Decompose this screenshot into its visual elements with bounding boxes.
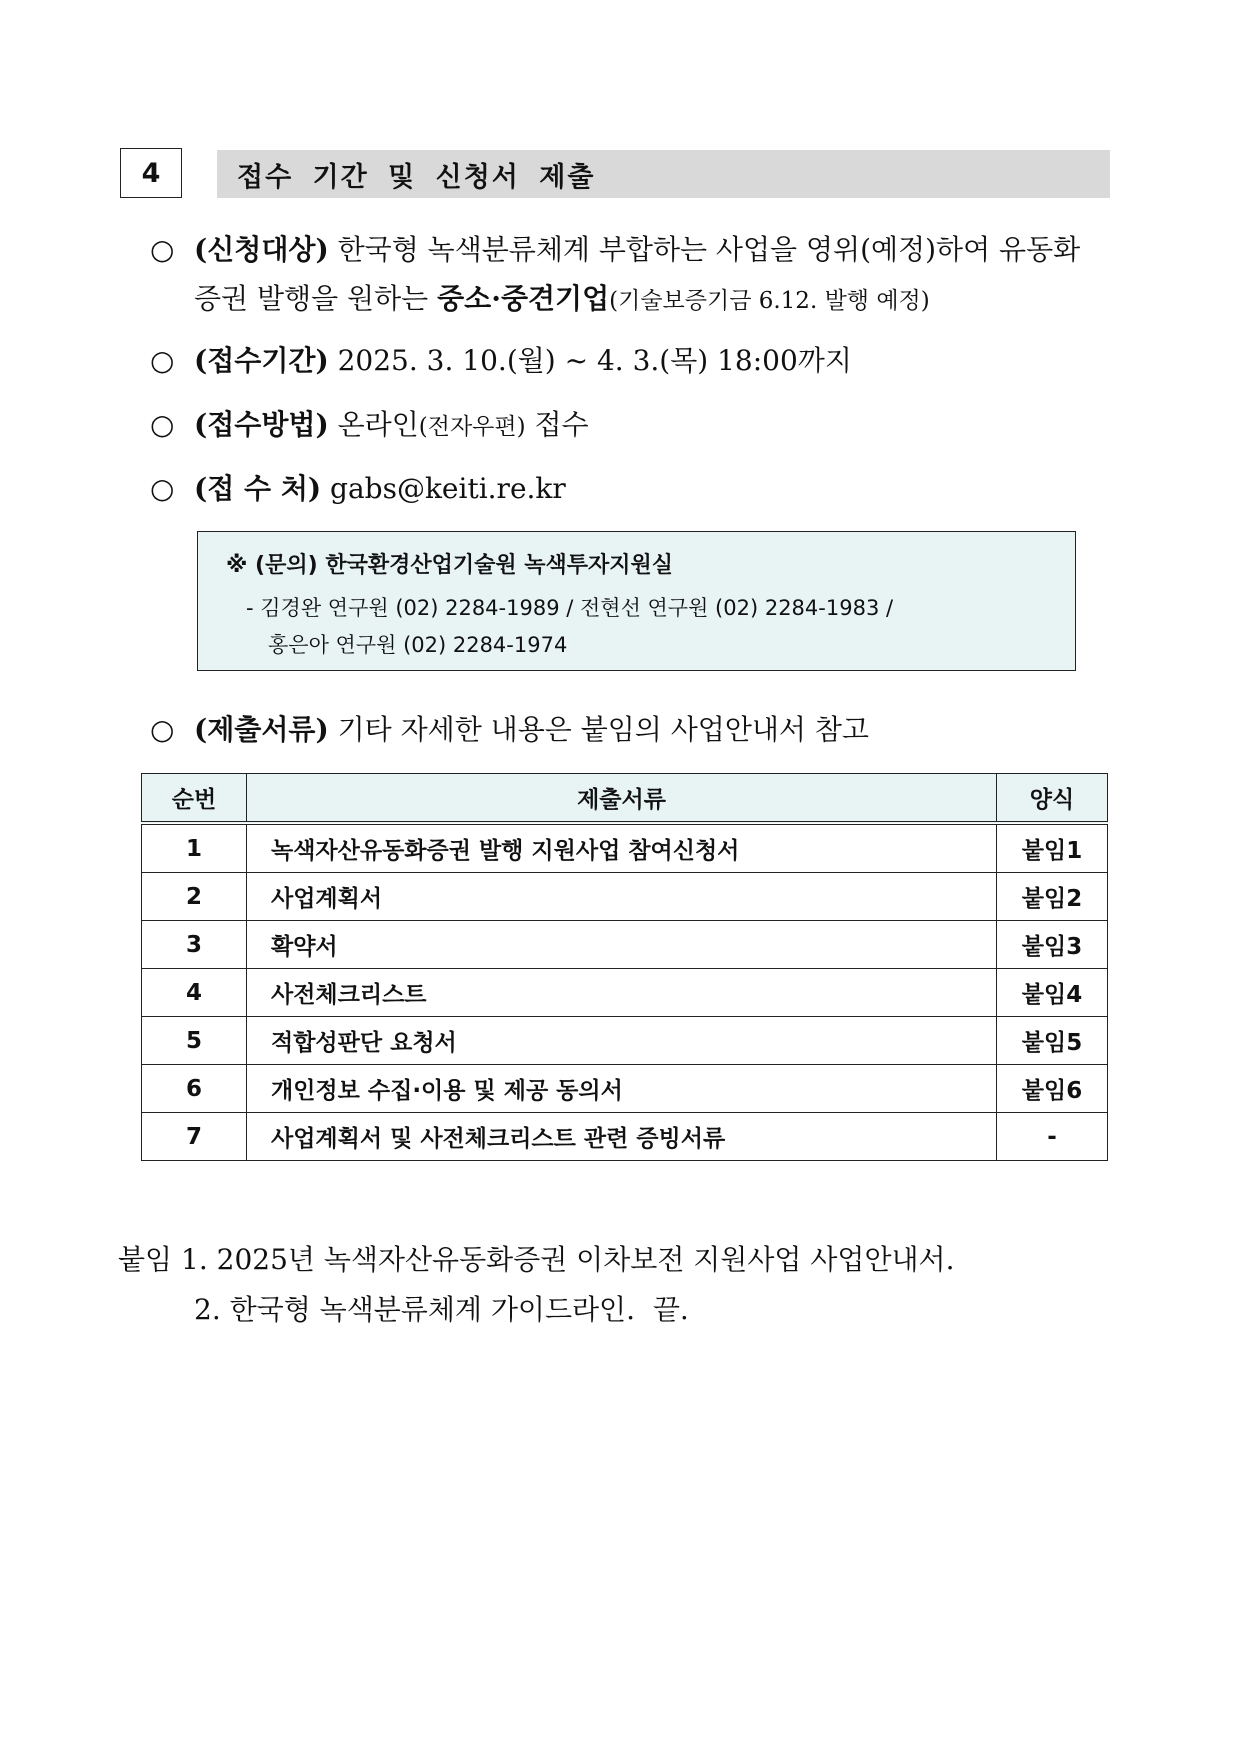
bullet-circle-icon: ○ bbox=[150, 344, 175, 377]
bullet-target-label: (신청대상) bbox=[194, 233, 329, 266]
attachment-line-2 bbox=[194, 1288, 689, 1328]
table-header-row bbox=[142, 774, 1108, 824]
section-number: 4 bbox=[120, 148, 182, 198]
row-form: 붙임4 bbox=[997, 969, 1108, 1017]
bullet-method-text: 온라인 bbox=[337, 408, 419, 441]
bullet-docs-label: (제출서류) bbox=[194, 713, 329, 746]
attachment-item-2: 2. 한국형 녹색분류체계 가이드라인. bbox=[194, 1293, 635, 1326]
bullet-target bbox=[150, 228, 1080, 268]
header-number: 순번 bbox=[142, 774, 247, 824]
row-form: 붙임3 bbox=[997, 921, 1108, 969]
row-form: 붙임6 bbox=[997, 1065, 1108, 1113]
row-form: 붙임2 bbox=[997, 873, 1108, 921]
bullet-place bbox=[150, 467, 566, 507]
row-number: 6 bbox=[142, 1065, 247, 1113]
bullet-target-continuation bbox=[194, 277, 930, 317]
contact-line-2: 홍은아 연구원 (02) 2284-1974 bbox=[268, 633, 568, 657]
row-form: 붙임5 bbox=[997, 1017, 1108, 1065]
bullet-method-label: (접수방법) bbox=[194, 408, 329, 441]
bullet-target-note: (기술보증기금 6.12. 발행 예정) bbox=[609, 288, 930, 314]
bullet-method-note: (전자우편) bbox=[418, 414, 526, 440]
bullet-period bbox=[150, 339, 852, 379]
row-document: 녹색자산유동화증권 발행 지원사업 참여신청서 bbox=[247, 823, 997, 873]
attachment-line-1 bbox=[118, 1238, 955, 1278]
table-row bbox=[142, 969, 1108, 1017]
row-form: 붙임1 bbox=[997, 823, 1108, 873]
bullet-circle-icon: ○ bbox=[150, 472, 175, 505]
table-row bbox=[142, 921, 1108, 969]
row-number: 5 bbox=[142, 1017, 247, 1065]
contact-title: ※ (문의) 한국환경산업기술원 녹색투자지원실 bbox=[226, 553, 674, 578]
bullet-method-suffix: 접수 bbox=[525, 408, 589, 441]
table-row bbox=[142, 823, 1108, 873]
row-document: 확약서 bbox=[247, 921, 997, 969]
row-document: 적합성판단 요청서 bbox=[247, 1017, 997, 1065]
row-document: 사업계획서 및 사전체크리스트 관련 증빙서류 bbox=[247, 1113, 997, 1161]
bullet-period-text: 2025. 3. 10.(월) ~ 4. 3.(목) 18:00까지 bbox=[337, 344, 852, 377]
bullet-method bbox=[150, 403, 589, 443]
row-number: 1 bbox=[142, 823, 247, 873]
table-row bbox=[142, 1113, 1108, 1161]
documents-table bbox=[141, 773, 1108, 1161]
row-number: 3 bbox=[142, 921, 247, 969]
row-document: 사업계획서 bbox=[247, 873, 997, 921]
bullet-docs bbox=[150, 708, 869, 748]
contact-line-1: - 김경완 연구원 (02) 2284-1989 / 전현선 연구원 (02) 2284-1983 / bbox=[246, 596, 894, 620]
row-document: 개인정보 수집·이용 및 제공 동의서 bbox=[247, 1065, 997, 1113]
table-row bbox=[142, 1065, 1108, 1113]
bullet-circle-icon: ○ bbox=[150, 408, 175, 441]
bullet-place-label: (접 수 처) bbox=[194, 472, 322, 505]
header-form: 양식 bbox=[997, 774, 1108, 824]
row-number: 7 bbox=[142, 1113, 247, 1161]
attachment-label: 붙임 bbox=[118, 1243, 173, 1276]
attachment-end: 끝. bbox=[652, 1293, 689, 1326]
row-number: 2 bbox=[142, 873, 247, 921]
contact-box bbox=[197, 531, 1076, 671]
bullet-place-email[interactable]: gabs@keiti.re.kr bbox=[330, 472, 566, 505]
attachment-item-1: 1. 2025년 녹색자산유동화증권 이차보전 지원사업 사업안내서. bbox=[181, 1243, 955, 1276]
header-document: 제출서류 bbox=[247, 774, 997, 824]
bullet-circle-icon: ○ bbox=[150, 713, 175, 746]
bullet-target-emphasis: 중소·중견기업 bbox=[437, 282, 610, 315]
section-title: 접수 기간 및 신청서 제출 bbox=[217, 150, 1110, 198]
table-row bbox=[142, 873, 1108, 921]
row-form: - bbox=[997, 1113, 1108, 1161]
bullet-circle-icon: ○ bbox=[150, 233, 175, 266]
bullet-target-text-2a: 증권 발행을 원하는 bbox=[194, 282, 438, 315]
bullet-docs-text: 기타 자세한 내용은 붙임의 사업안내서 참고 bbox=[337, 713, 869, 746]
row-document: 사전체크리스트 bbox=[247, 969, 997, 1017]
row-number: 4 bbox=[142, 969, 247, 1017]
bullet-target-text: 한국형 녹색분류체계 부합하는 사업을 영위(예정)하여 유동화 bbox=[337, 233, 1081, 266]
bullet-period-label: (접수기간) bbox=[194, 344, 329, 377]
table-row bbox=[142, 1017, 1108, 1065]
